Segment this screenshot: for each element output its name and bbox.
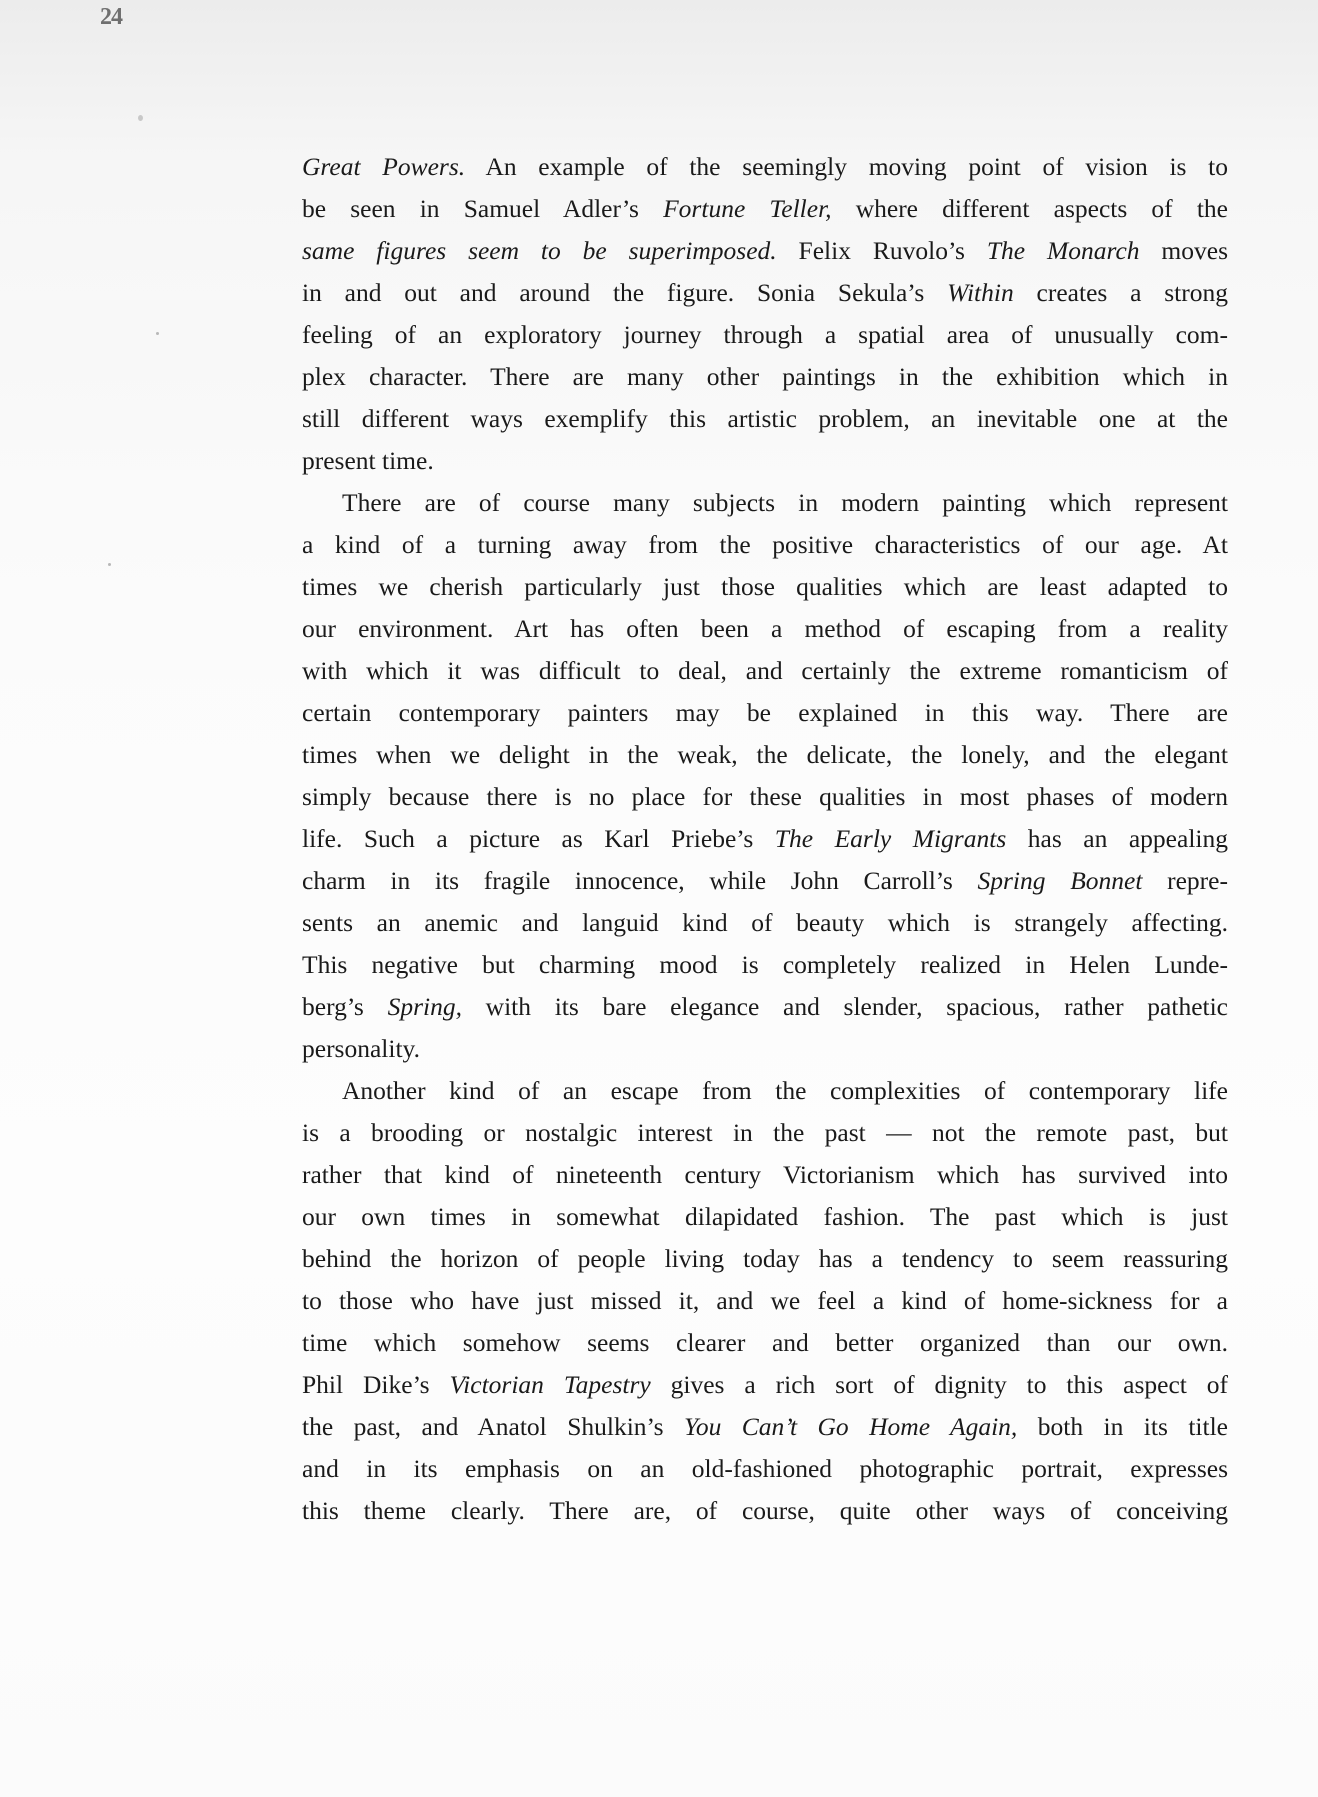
- text-run: our environment. Art has often been a method of escaping from a reality: [302, 614, 1228, 643]
- text-run: is a brooding or nostalgic interest in the past — not the remote past, but: [302, 1118, 1228, 1147]
- text-run: this theme clearly. There are, of course, quite other ways of conceiving: [302, 1496, 1228, 1525]
- paper-speck: [156, 332, 159, 335]
- text-run: Another kind of an escape from the complexities of contemporary life: [342, 1076, 1228, 1105]
- text-line: [302, 1364, 1228, 1406]
- text-line: [302, 524, 1228, 566]
- text-line: [302, 1154, 1228, 1196]
- text-run: This negative but charming mood is completely realized in Helen Lunde-: [302, 950, 1228, 979]
- paper-speck: [108, 563, 111, 566]
- text-run: both in its title: [1017, 1412, 1229, 1441]
- italic-title: The Monarch: [986, 236, 1140, 265]
- text-run: There are of course many subjects in modern painting which represent: [342, 488, 1228, 517]
- italic-title: Spring Bonnet: [977, 866, 1143, 895]
- page-number: 24: [100, 4, 122, 30]
- text-run: to those who have just missed it, and we feel a kind of home-sickness for a: [302, 1286, 1228, 1315]
- text-line: [302, 650, 1228, 692]
- text-run: in and out and around the figure. Sonia Sekula’s: [302, 278, 948, 307]
- text-line: [302, 440, 1228, 482]
- text-line: [302, 734, 1228, 776]
- text-run: time which somehow seems clearer and better organized than our own.: [302, 1328, 1228, 1357]
- text-line: [302, 608, 1228, 650]
- text-run: present time.: [302, 446, 434, 475]
- text-run: has an appealing: [1006, 824, 1228, 853]
- text-line: [302, 188, 1228, 230]
- italic-title: The Early Migrants: [774, 824, 1007, 853]
- text-line: [302, 860, 1228, 902]
- text-line: [302, 944, 1228, 986]
- text-line: [302, 398, 1228, 440]
- text-line: [302, 776, 1228, 818]
- text-run: be seen in Samuel Adler’s: [302, 194, 664, 223]
- text-run: An example of the seemingly moving point of vision is to: [465, 152, 1229, 181]
- italic-title: Great Powers.: [302, 152, 466, 181]
- text-line: [302, 1280, 1228, 1322]
- text-line: [302, 692, 1228, 734]
- text-run: feeling of an exploratory journey through a spatial area of unusually com-: [302, 320, 1228, 349]
- text-run: rather that kind of nineteenth century Victorianism which has survived into: [302, 1160, 1228, 1189]
- text-line: [302, 1112, 1228, 1154]
- text-run: plex character. There are many other paintings in the exhibition which in: [302, 362, 1228, 391]
- text-line: [302, 1196, 1228, 1238]
- text-run: times when we delight in the weak, the delicate, the lonely, and the elegant: [302, 740, 1228, 769]
- text-line: [302, 272, 1228, 314]
- italic-title: You Can’t Go Home Again,: [684, 1412, 1018, 1441]
- text-run: Phil Dike’s: [302, 1370, 450, 1399]
- text-run: moves: [1139, 236, 1228, 265]
- text-run: Felix Ruvolo’s: [776, 236, 987, 265]
- paper-speck: [138, 115, 143, 121]
- text-run: behind the horizon of people living today has a tendency to seem reassuring: [302, 1244, 1228, 1273]
- text-run: a kind of a turning away from the positive characteristics of our age. At: [302, 530, 1228, 559]
- text-line: [302, 1322, 1228, 1364]
- text-line: [302, 146, 1228, 188]
- italic-title: Victorian Tapestry: [449, 1370, 651, 1399]
- text-line: [302, 818, 1228, 860]
- text-line: [302, 314, 1228, 356]
- text-run: with which it was difficult to deal, and certainly the extreme romanticism of: [302, 656, 1228, 685]
- text-line: [302, 230, 1228, 272]
- text-run: where different aspects of the: [831, 194, 1228, 223]
- text-line: [302, 482, 1228, 524]
- paragraph: [302, 482, 1228, 1070]
- text-run: simply because there is no place for these qualities in most phases of modern: [302, 782, 1228, 811]
- paragraph: [302, 1070, 1228, 1532]
- text-run: with its bare elegance and slender, spacious, rather pathetic: [461, 992, 1228, 1021]
- paragraph: [302, 146, 1228, 482]
- text-run: personality.: [302, 1034, 421, 1063]
- text-line: [302, 1406, 1228, 1448]
- text-run: charm in its fragile innocence, while John Carroll’s: [302, 866, 978, 895]
- text-line: [302, 1238, 1228, 1280]
- italic-title: Spring,: [387, 992, 462, 1021]
- text-line: [302, 1490, 1228, 1532]
- text-line: [302, 1448, 1228, 1490]
- text-run: life. Such a picture as Karl Priebe’s: [302, 824, 775, 853]
- text-run: repre-: [1142, 866, 1228, 895]
- text-run: creates a strong: [1013, 278, 1229, 307]
- text-line: [302, 566, 1228, 608]
- text-line: [302, 986, 1228, 1028]
- text-run: and in its emphasis on an old-fashioned photographic portrait, expresses: [302, 1454, 1228, 1483]
- text-run: times we cherish particularly just those qualities which are least adapted to: [302, 572, 1228, 601]
- text-line: [302, 1028, 1228, 1070]
- italic-title: same figures seem to be superimposed.: [302, 236, 777, 265]
- text-run: still different ways exemplify this artistic problem, an inevitable one at the: [302, 404, 1228, 433]
- text-run: gives a rich sort of dignity to this aspect of: [650, 1370, 1228, 1399]
- text-line: [302, 356, 1228, 398]
- text-run: our own times in somewhat dilapidated fashion. The past which is just: [302, 1202, 1228, 1231]
- text-run: sents an anemic and languid kind of beauty which is strangely affecting.: [302, 908, 1228, 937]
- italic-title: Fortune Teller,: [663, 194, 832, 223]
- body-text: [302, 146, 1228, 1532]
- italic-title: Within: [947, 278, 1014, 307]
- text-line: [302, 1070, 1228, 1112]
- text-run: the past, and Anatol Shulkin’s: [302, 1412, 685, 1441]
- text-line: [302, 902, 1228, 944]
- text-run: certain contemporary painters may be explained in this way. There are: [302, 698, 1228, 727]
- text-run: berg’s: [302, 992, 388, 1021]
